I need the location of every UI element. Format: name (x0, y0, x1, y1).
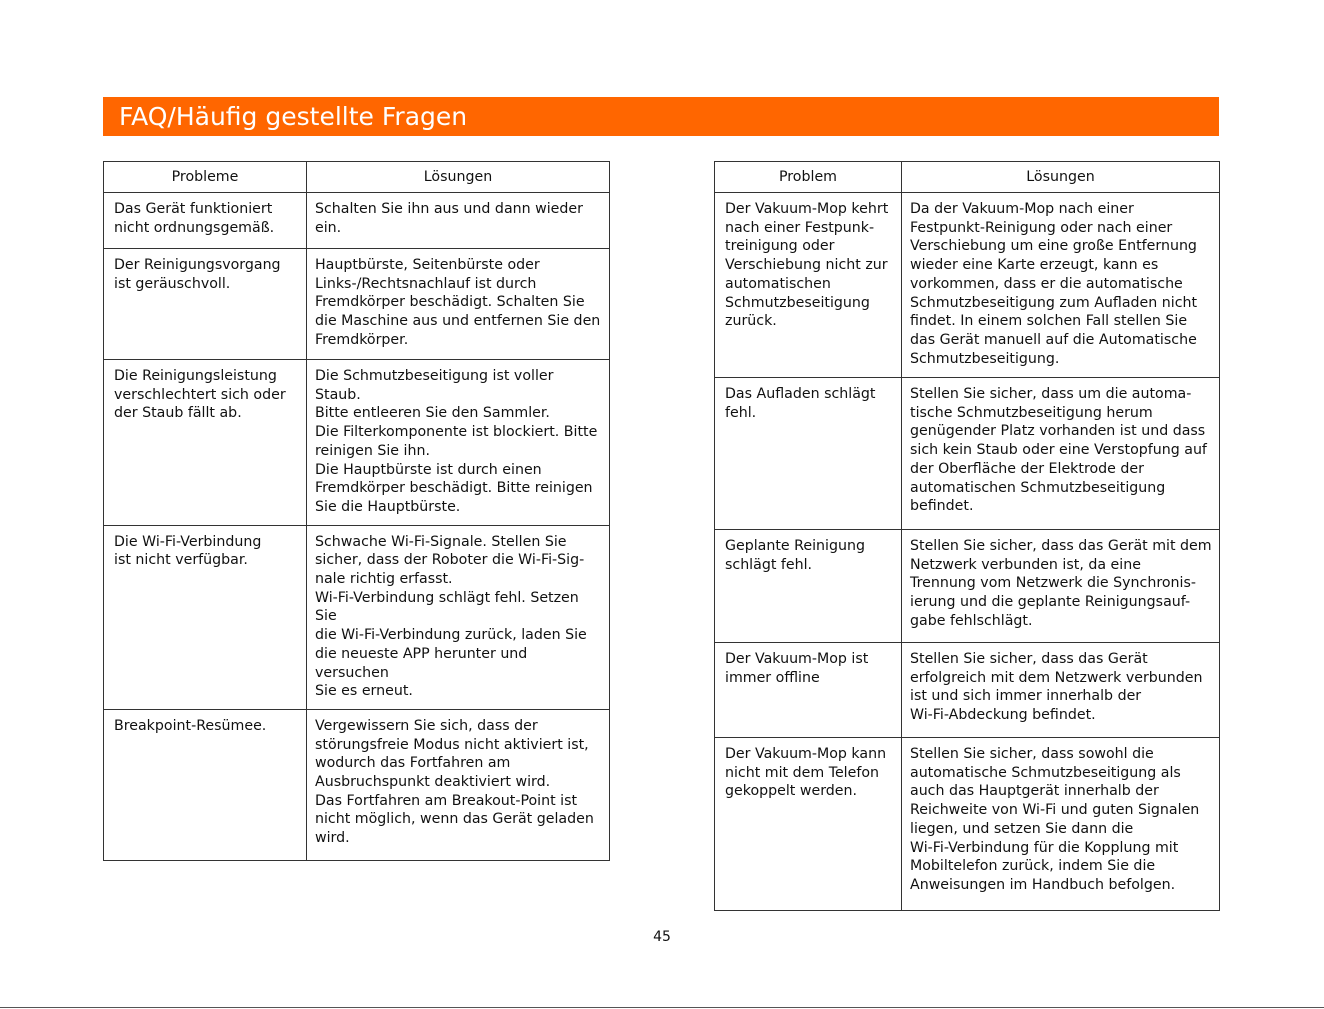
problem-cell: Das Gerät funktioniert nicht ordnungsgemäß. (104, 193, 307, 249)
problem-cell: Das Aufladen schlägt fehl. (715, 378, 902, 530)
faq-title: FAQ/Häufig gestellte Fragen (119, 102, 468, 131)
table-row (715, 378, 1220, 530)
solution-cell: Hauptbürste, Seitenbürste oder Links-/Rechtsnachlauf ist durch Fremdkörper beschädigt. Schalten Sie die Maschine aus und entfernen Sie den Fremdkörper. (307, 249, 610, 360)
solution-cell: Stellen Sie sicher, dass um die automa- tische Schmutzbeseitigung herum genügender Platz vorhanden ist und dass sich kein Staub oder eine Verstopfung auf der Oberfläche der Elektrode der automatischen Schmutzbeseitigung befindet. (902, 378, 1220, 530)
faq-table-left (103, 161, 610, 861)
problem-cell: Geplante Reinigung schlägt fehl. (715, 530, 902, 643)
table-row (104, 360, 610, 526)
table-header-row (715, 162, 1220, 193)
solution-cell: Stellen Sie sicher, dass sowohl die automatische Schmutzbeseitigung als auch das Hauptgerät innerhalb der Reichweite von Wi-Fi und guten Signalen liegen, und setzen Sie dann die Wi-Fi-Verbindung für die Kopplung mit Mobiltelefon zurück, indem Sie die Anweisungen im Handbuch befolgen. (902, 738, 1220, 911)
solution-cell: Schalten Sie ihn aus und dann wieder ein. (307, 193, 610, 249)
table-row (104, 525, 610, 709)
solution-cell: Stellen Sie sicher, dass das Gerät erfolgreich mit dem Netzwerk verbunden ist und sich immer innerhalb der Wi-Fi-Abdeckung befindet. (902, 643, 1220, 738)
problem-cell: Die Wi-Fi-Verbindung ist nicht verfügbar. (104, 525, 307, 709)
table-header-row (104, 162, 610, 193)
problem-cell: Der Vakuum-Mop ist immer offline (715, 643, 902, 738)
column-header-solution: Lösungen (307, 162, 610, 193)
table-row (715, 643, 1220, 738)
column-header-problem: Problem (715, 162, 902, 193)
problem-cell: Die Reinigungsleistung verschlechtert sich oder der Staub fällt ab. (104, 360, 307, 526)
bottom-divider (0, 1007, 1324, 1008)
problem-cell: Der Reinigungsvorgang ist geräuschvoll. (104, 249, 307, 360)
column-header-solution: Lösungen (902, 162, 1220, 193)
solution-cell: Da der Vakuum-Mop nach einer Festpunkt-Reinigung oder nach einer Verschiebung um eine große Entfernung wieder eine Karte erzeugt, kann es vorkommen, dass er die automatische Schmutzbeseitigung zum Aufladen nicht findet. In einem solchen Fall stellen Sie das Gerät manuell auf die Automatische Schmutzbeseitigung. (902, 193, 1220, 378)
faq-banner (103, 97, 1219, 136)
page-number: 45 (653, 929, 671, 945)
problem-cell: Der Vakuum-Mop kehrt nach einer Festpunk- treinigung oder Verschiebung nicht zur automatischen Schmutzbeseitigung zurück. (715, 193, 902, 378)
table-row (104, 193, 610, 249)
problem-cell: Der Vakuum-Mop kann nicht mit dem Telefon gekoppelt werden. (715, 738, 902, 911)
table-row (715, 193, 1220, 378)
faq-table-right (714, 161, 1220, 911)
table-row (104, 249, 610, 360)
column-header-problem: Probleme (104, 162, 307, 193)
problem-cell: Breakpoint-Resümee. (104, 709, 307, 860)
table-row (715, 738, 1220, 911)
table-row (715, 530, 1220, 643)
table-row (104, 709, 610, 860)
solution-cell: Vergewissern Sie sich, dass der störungsfreie Modus nicht aktiviert ist, wodurch das Fortfahren am Ausbruchspunkt deaktiviert wird. Das Fortfahren am Breakout-Point ist nicht möglich, wenn das Gerät geladen wird. (307, 709, 610, 860)
solution-cell: Schwache Wi-Fi-Signale. Stellen Sie sicher, dass der Roboter die Wi-Fi-Sig- nale richtig erfasst. Wi-Fi-Verbindung schlägt fehl. Setzen Sie die Wi-Fi-Verbindung zurück, laden Sie die neueste APP herunter und versuchen Sie es erneut. (307, 525, 610, 709)
solution-cell: Die Schmutzbeseitigung ist voller Staub. Bitte entleeren Sie den Sammler. Die Filterkomponente ist blockiert. Bitte reinigen Sie ihn. Die Hauptbürste ist durch einen Fremdkörper beschädigt. Bitte reinigen Sie die Hauptbürste. (307, 360, 610, 526)
solution-cell: Stellen Sie sicher, dass das Gerät mit dem Netzwerk verbunden ist, da eine Trennung vom Netzwerk die Synchronis- ierung und die geplante Reinigungsauf- gabe fehlschlägt. (902, 530, 1220, 643)
